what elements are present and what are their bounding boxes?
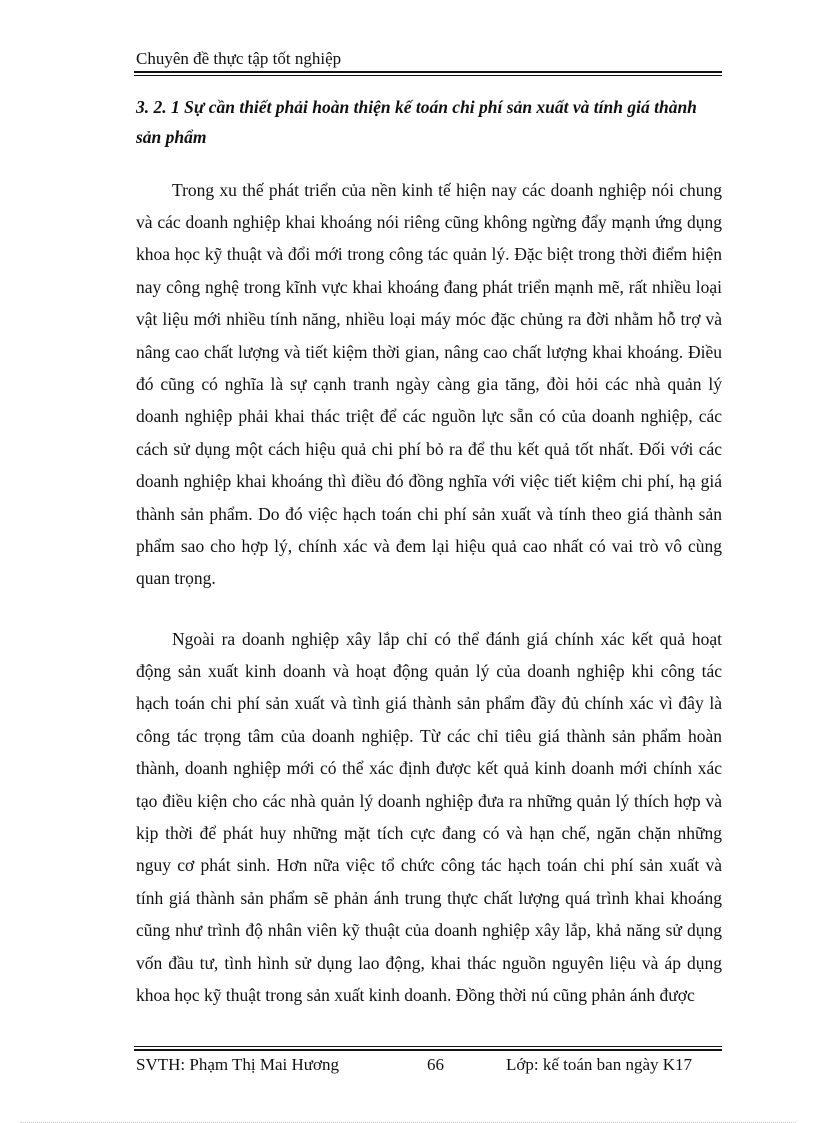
paragraph-1: Trong xu thế phát triển của nền kinh tế hiện nay các doanh nghiệp nói chung và các doanh nghiệp khai khoáng nói riêng cũng không ngừng đẩy mạnh ứng dụng khoa học kỹ thuật và đổi mới trong công tác quản lý. Đặc biệt trong thời điểm hiện nay công nghệ trong kĩnh vực khai khoáng đang phát triển mạnh mẽ, rất nhiều loại vật liệu mới nhiều tính năng, nhiều loại máy móc đặc chủng ra đời nhằm hỗ trợ và nâng cao chất lượng và tiết kiệm thời gian, nâng cao chất lượng khai khoáng. Điều đó cũng có nghĩa là sự cạnh tranh ngày càng gia tăng, đòi hỏi các nhà quản lý doanh nghiệp phải khai thác triệt để các nguồn lực sẵn có của doanh nghiệp, các cách sử dụng một cách hiệu quả chi phí bỏ ra để thu kết quả tốt nhất. Đối với các doanh nghiệp khai khoáng thì điều đó đồng nghĩa với việc tiết kiệm chi phí, hạ giá thành sản phẩm. Do đó việc hạch toán chi phí sản xuất và tính theo giá thành sản phẩm sao cho hợp lý, chính xác và đem lại hiệu quả cao nhất có vai trò vô cùng quan trọng. <box>136 179 722 589</box>
header-title: Chuyên đề thực tập tốt nghiệp <box>136 49 342 68</box>
footer-student-name: SVTH: Phạm Thị Mai Hương <box>136 1055 340 1074</box>
paragraph-2: Ngoài ra doanh nghiệp xây lắp chỉ có thể đánh giá chính xác kết quả hoạt động sản xuất kinh doanh và hoạt động quản lý của doanh nghiệp khi công tác hạch toán chi phí sản xuất và tình giá thành sản phẩm đầy đủ chính xác vì đây là công tác trọng tâm của doanh nghiệp. Từ các chỉ tiêu giá thành sản phẩm hoàn thành, doanh nghiệp mới có thể xác định được kết quả kinh doanh mới chính xác tạo điều kiện cho các nhà quản lý doanh nghiệp đưa ra những quản lý thích hợp và kịp thời để phát huy những mặt tích cực đang có và hạn chế, ngăn chặn những nguy cơ phát sinh. Hơn nữa việc tổ chức công tác hạch toán chi phí sản xuất và tính giá thành sản phẩm sẽ phản ánh trung thực chất lượng quá trình khai khoáng cũng như trình độ nhân viên kỹ thuật của doanh nghiệp xây lắp, khả năng sử dụng vốn đầu tư, tình hình sử dụng lao động, khai thác nguồn nguyên liệu và áp dụng khoa học kỹ thuật trong sản xuất kinh doanh. Đồng thời nú cũng phản ánh được <box>136 628 722 1005</box>
header-rule <box>134 71 722 73</box>
footer-rule-thin <box>134 1046 722 1047</box>
footer-class: Lớp: kế toán ban ngày K17 <box>506 1055 693 1074</box>
footer-rule <box>134 1049 722 1051</box>
section-heading: 3. 2. 1 Sự cần thiết phải hoàn thiện kế toán chi phí sản xuất và tính giá thành sản phẩm <box>136 97 697 147</box>
header-rule-thin <box>134 75 722 76</box>
footer-page-number: 66 <box>427 1055 444 1074</box>
